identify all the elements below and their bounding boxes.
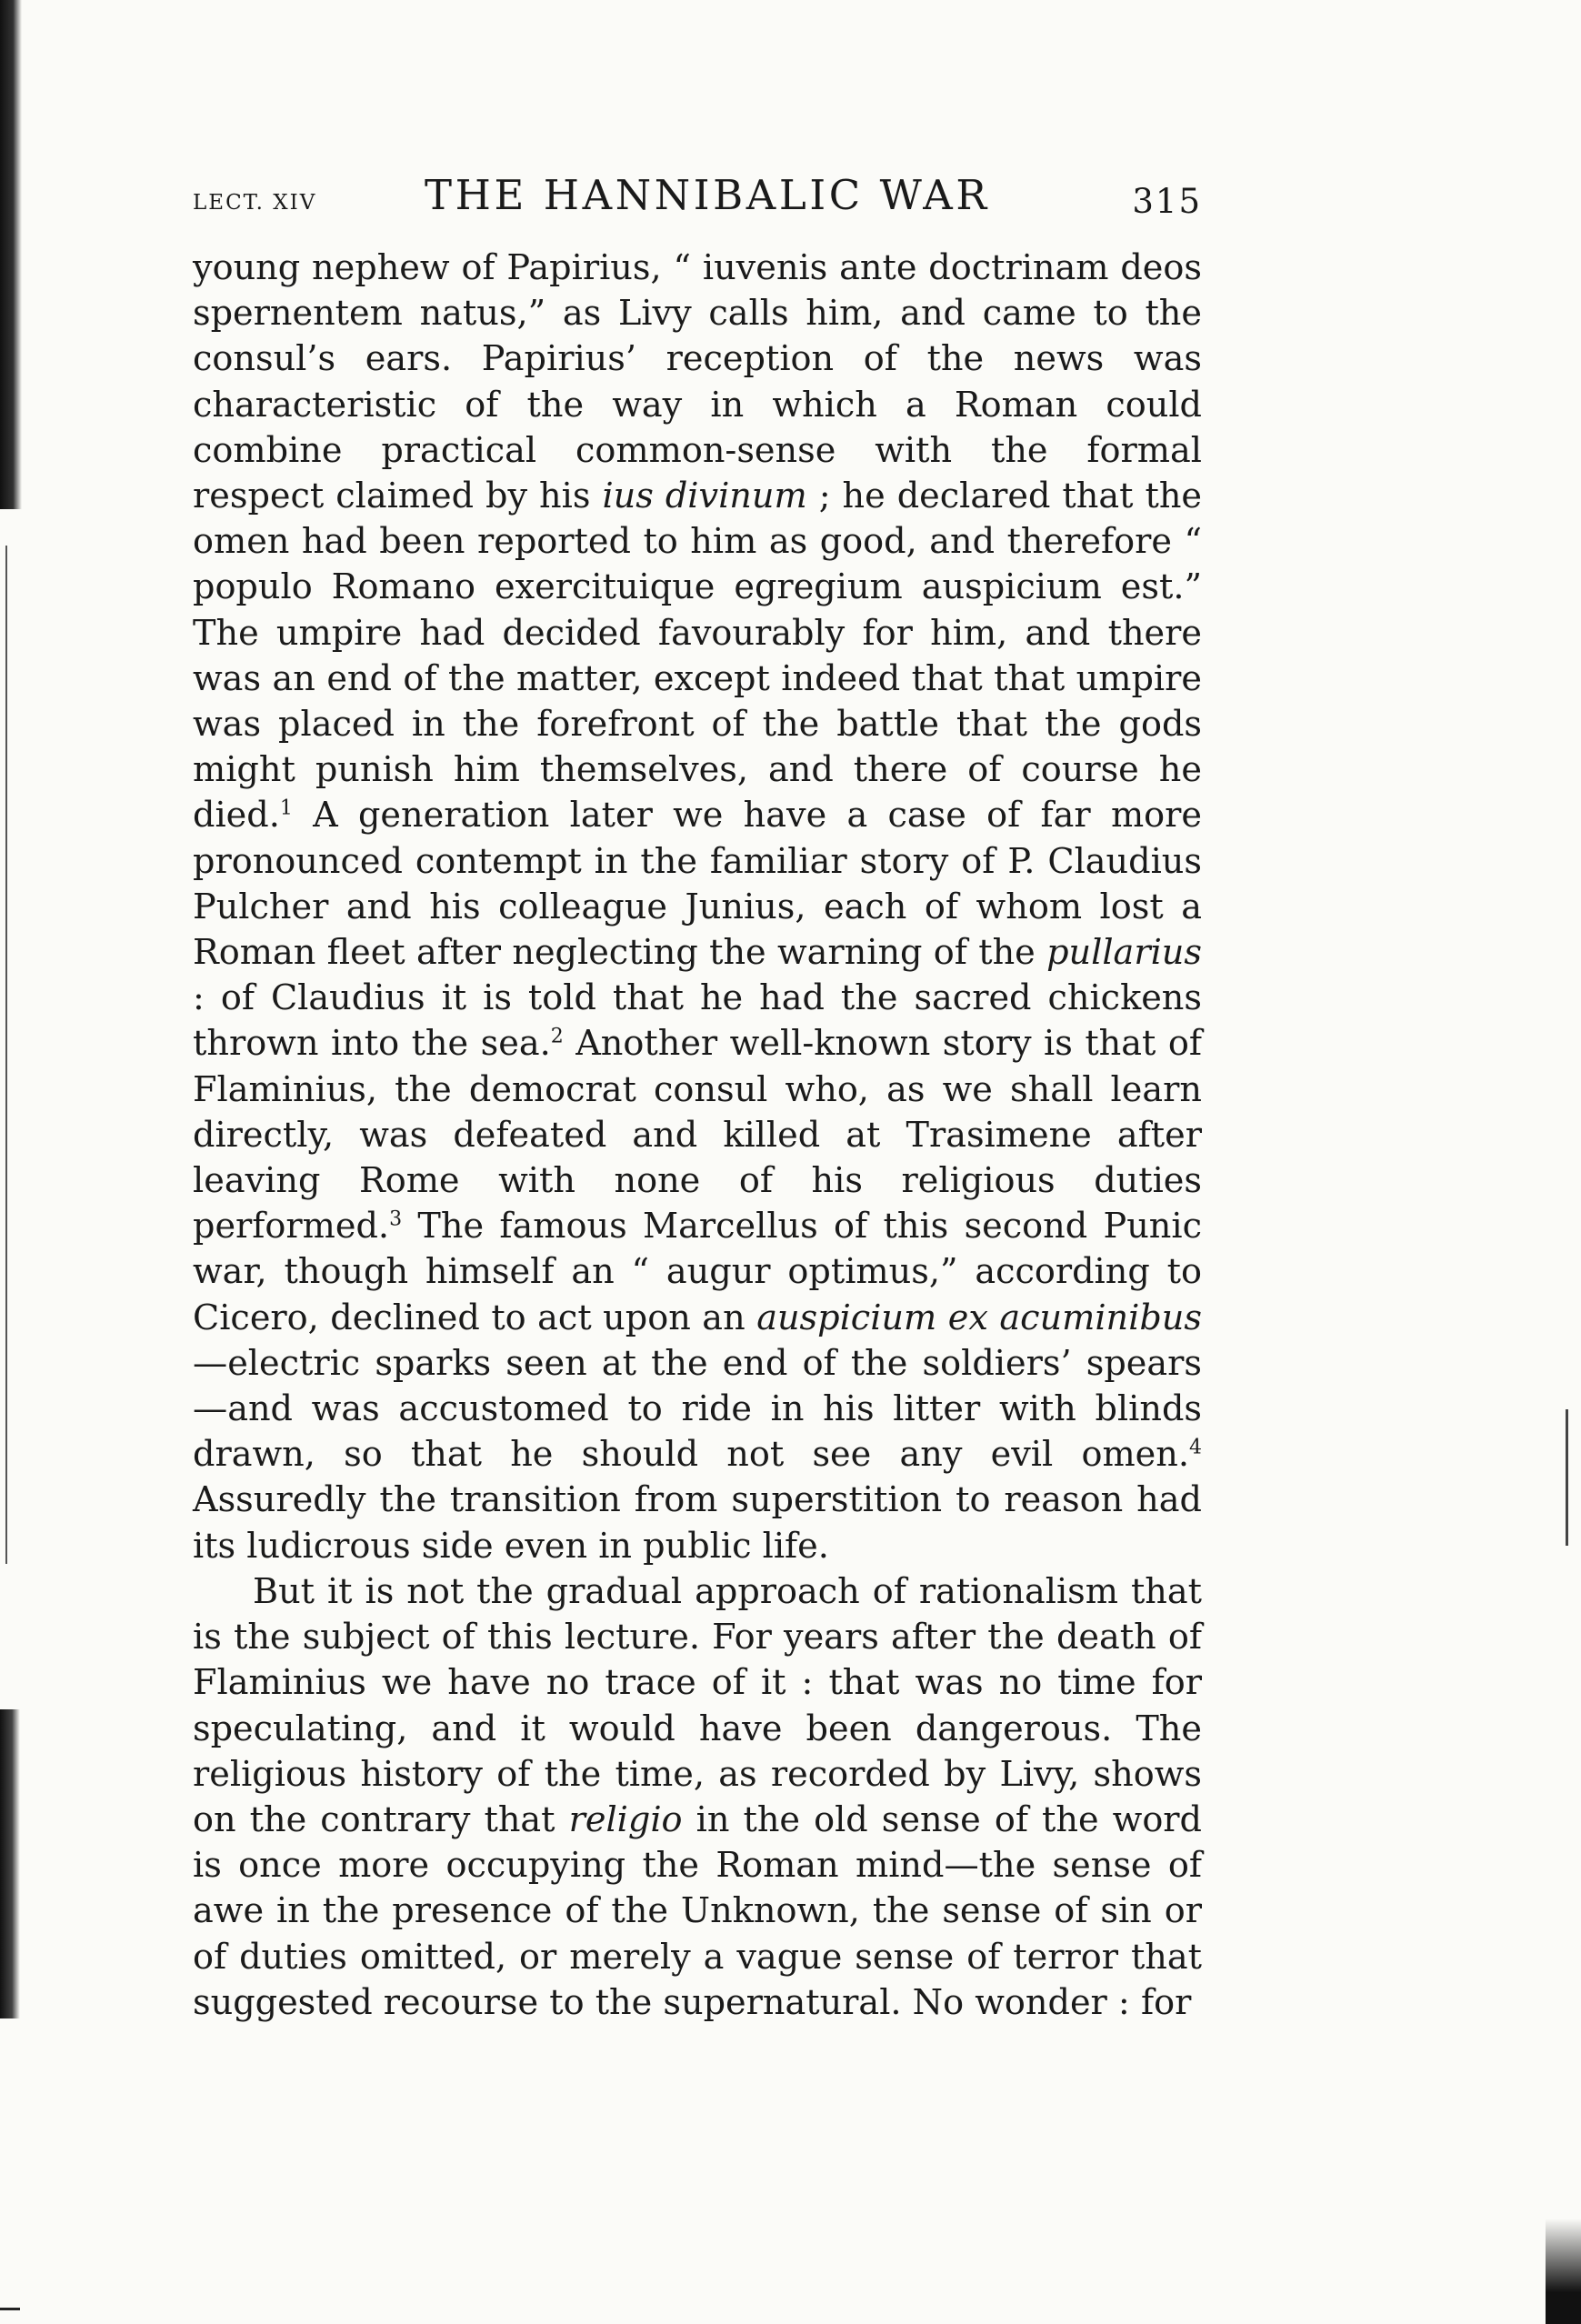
- running-header: [193, 171, 1202, 225]
- scan-mark-bottom: [0, 2308, 20, 2310]
- italic-term: ius divinum: [602, 476, 807, 517]
- page-number: 315: [1132, 182, 1202, 221]
- binding-shadow: [0, 0, 22, 509]
- binding-shadow-lower: [0, 1709, 20, 2018]
- running-title: THE HANNIBALIC WAR: [425, 171, 990, 219]
- scan-mark-right: [1566, 1409, 1568, 1546]
- footnote-ref: 4: [1189, 1436, 1202, 1459]
- paragraph: [193, 245, 1202, 1569]
- italic-term: religio: [568, 1799, 683, 1840]
- lecture-label: LECT. XIV: [193, 191, 317, 215]
- text-run: Assuredly the transition from superstition to reason had its ludicrous side even in public life.: [193, 1480, 1202, 1567]
- scan-corner-shadow: [1546, 2219, 1581, 2324]
- footnote-ref: 2: [550, 1025, 564, 1048]
- text-run: But it is not the gradual approach of rationalism that is the subject of this lecture. For years after the death of Flaminius we have no trace of it : that was no time for speculating, and it would have been dangerous. The religious history of the time, as recorded by Livy, shows on the contrary that: [193, 1571, 1202, 1840]
- footnote-ref: 3: [389, 1207, 403, 1231]
- text-run: Another well-known story is that of Flaminius, the democrat consul who, as we shall learn directly, was defeated and killed at Trasimene after leaving Rome with none of his religious duties performed.: [193, 1024, 1203, 1247]
- italic-term: pullarius: [1046, 933, 1202, 974]
- text-run: ; he declared that the omen had been reported to him as good, and therefore “ populo Romano exercituique egregium auspicium est.” The umpire had decided favourably for him, and there was an end of the matter, except indeed that that umpire was placed in the forefront of the battle that the gods might punish him themselves, and there of course he died.: [193, 476, 1203, 836]
- body-text: [193, 245, 1202, 2026]
- text-run: : of Claudius it is told that he had the sacred chickens thrown into the sea.: [193, 978, 1202, 1065]
- text-run: in the old sense of the word is once more occupying the Roman mind—the sense of awe in the presence of the Unknown, the sense of sin or of duties omitted, or merely a vague sense of terror that suggested recourse to the supernatural. No wonder : for: [193, 1799, 1203, 2023]
- text-run: —electric sparks seen at the end of the soldiers’ spears—and was accustomed to ride in his litter with blinds drawn, so that he should not see any evil omen.: [193, 1343, 1202, 1476]
- paragraph: [193, 1569, 1202, 2026]
- text-run: young nephew of Papirius, “ iuvenis ante doctrinam deos spernentem natus,” as Livy calls him, and came to the consul’s ears. Papirius’ reception of the news was characteristic of the way in which a Roman could combine practical common-sense with the formal respect claimed by his: [193, 248, 1202, 517]
- scan-edge-line: [5, 546, 7, 1564]
- text-run: A generation later we have a case of far more pronounced contempt in the familiar story of P. Claudius Pulcher and his colleague Junius, each of whom lost a Roman fleet after neglecting the warning of the: [193, 796, 1202, 974]
- footnote-ref: 1: [279, 796, 293, 820]
- italic-term: auspicium ex acuminibus: [756, 1297, 1202, 1338]
- text-run: The famous Marcellus of this second Punic war, though himself an “ augur optimus,” according to Cicero, declined to act upon an: [193, 1207, 1202, 1338]
